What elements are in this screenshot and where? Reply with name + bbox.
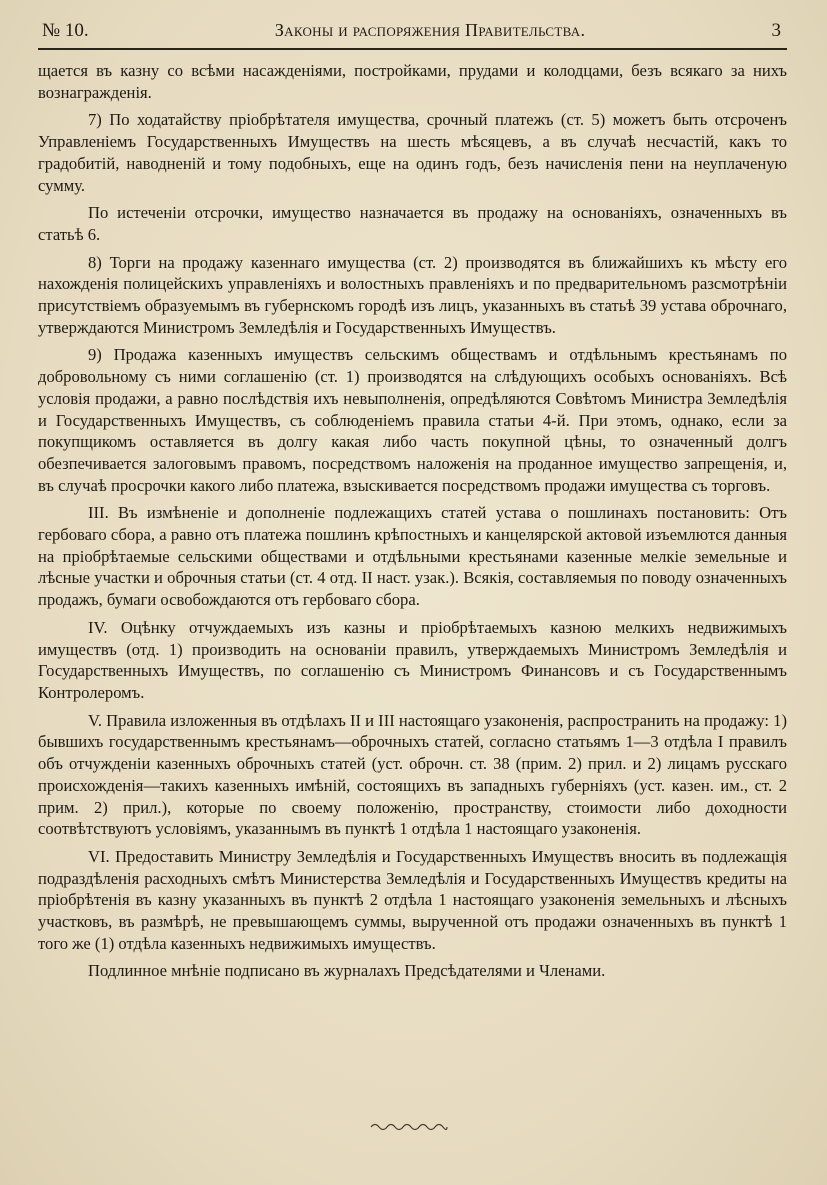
paragraph: щается въ казну со всѣми насажденіями, постройками, прудами и колодцами, безъ всякаго за нихъ вознагражденія.: [38, 61, 787, 102]
document-body: [38, 60, 787, 982]
issue-number: № 10.: [42, 20, 89, 41]
paragraph: 9) Продажа казенныхъ имуществъ сельскимъ обществамъ и отдѣльнымъ крестьянамъ по добровольному съ ними соглашенію (ст. 1) производятся на слѣдующихъ особыхъ основаніяхъ. Всѣ условія продажи, а равно послѣдствія ихъ невыполненія, опредѣляются Совѣтомъ Министра Земледѣлія и Государственныхъ Имуществъ, съ соблюденіемъ правила статьи 4-й. При этомъ, однако, если за покупщикомъ оставляется въ долгу какая либо часть покупной цѣны, то означенный долгъ обезпечивается залоговымъ правомъ, посредствомъ наложенія на проданное имущество запрещенія, и, въ случаѣ просрочки какого либо платежа, взыскивается посредствомъ продажи имущества съ торговъ.: [38, 345, 787, 495]
paragraph: 7) По ходатайству пріобрѣтателя имущества, срочный платежъ (ст. 5) можетъ быть отсроченъ Управленіемъ Государственныхъ Имуществъ на шесть мѣсяцевъ, а въ случаѣ несчастій, какъ то градобитій, наводненій и тому подобныхъ, еще на одинъ годъ, безъ начисленія пени на неуплаченую сумму.: [38, 110, 787, 195]
section-paragraph: V. Правила изложенныя въ отдѣлахъ II и III настоящаго узаконенія, распространить на продажу: 1) бывшихъ государственнымъ крестьянамъ—оброчныхъ статей, согласно статьямъ 1—3 отдѣла I правилъ объ отчужденіи казенныхъ оброчныхъ статей (уст. оброчн. ст. 38 (прим. 2) прил. и 2) лицамъ русскаго происхожденія—такихъ казенныхъ имѣній, состоящихъ въ западныхъ губерніяхъ (уст. казен. им., ст. 2 прим. 2) прил.), которые по своему положенію, пространству, стоимости либо доходности соотвѣтствуютъ условіямъ, указаннымъ въ пунктѣ 1 отдѣла 1 настоящаго узаконенія.: [38, 710, 787, 839]
paragraph: 8) Торги на продажу казеннаго имущества (ст. 2) производятся въ ближайшихъ къ мѣсту его нахожденія полицейскихъ управленіяхъ и волостныхъ правленіяхъ и по предварительномъ разсмотрѣніи присутствіемъ образуемымъ въ губернскомъ городѣ изъ лицъ, указанныхъ въ статьѣ 39 устава оброчнаго, утверждаются Министромъ Земледѣлія и Государственныхъ Имуществъ.: [38, 252, 787, 337]
running-header: [38, 20, 787, 48]
header-title: Законы и распоряжения Правительства.: [274, 20, 586, 40]
paragraph: По истеченіи отсрочки, имущество назначается въ продажу на основаніяхъ, означенныхъ въ статьѣ 6.: [38, 203, 787, 244]
section-paragraph: VI. Предоставить Министру Земледѣлія и Государственныхъ Имуществъ вносить въ подлежащія подраздѣленія расходныхъ смѣтъ Министерства Земледѣлія и Государственныхъ Имуществъ кредиты на пріобрѣтенія въ казну указанныхъ въ пунктѣ 2 отдѣла 1 настоящаго узаконенія земельныхъ и лѣсныхъ участковъ, въ размѣрѣ, не превышающемъ суммы, вырученной отъ продажи означенныхъ въ пунктѣ 1 того же (1) отдѣла казенныхъ недвижимыхъ имуществъ.: [38, 846, 787, 953]
section-paragraph: IV. Оцѣнку отчуждаемыхъ изъ казны и пріобрѣтаемыхъ казною мелкихъ недвижимыхъ имуществъ (отд. 1) производить на основаніи правилъ, утверждаемыхъ Министромъ Земледѣлія и Государственныхъ Имуществъ, по соглашенію съ Министромъ Финансовъ и съ Государственнымъ Контролеромъ.: [38, 617, 787, 702]
closing-note: Подлинное мнѣніе подписано въ журналахъ Предсѣдателями и Членами.: [88, 961, 606, 981]
page-number: 3: [771, 20, 781, 41]
section-paragraph: III. Въ измѣненіе и дополненіе подлежащихъ статей устава о пошлинахъ постановить: Отъ гербоваго сбора, а равно отъ платежа пошлинъ крѣпостныхъ и канцелярской актовой изъемлются данныя на пріобрѣтаемые сельскими обществами и отдѣльными крестьянами казенные мелкіе земельные и лѣсные участки и оброчныя статьи (ст. 4 отд. II наст. узак.). Всякія, составляемыя по поводу означенныхъ продажъ, бумаги освобождаются отъ гербоваго сбора.: [38, 503, 787, 610]
tail-ornament-icon: [369, 1120, 449, 1134]
header-rule: [38, 48, 787, 50]
